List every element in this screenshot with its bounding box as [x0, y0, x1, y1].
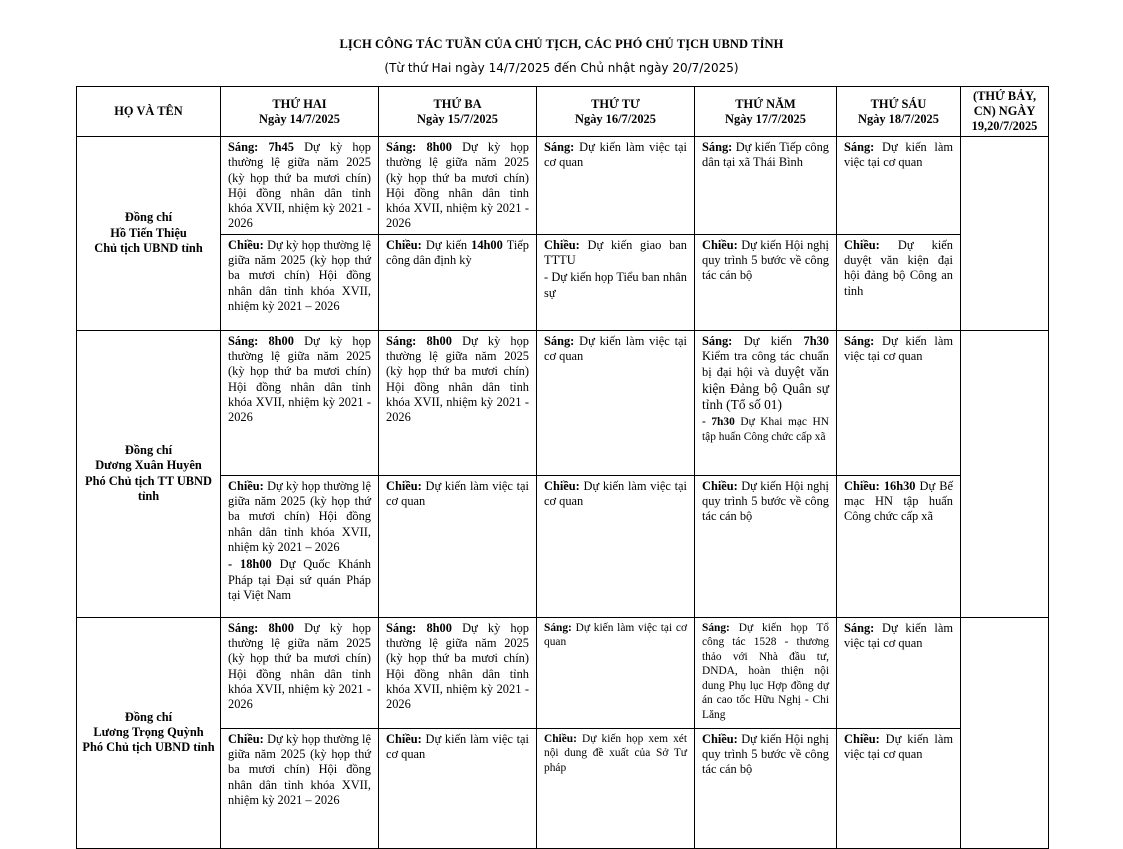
schedule-cell: Sáng: Dự kiến làm việc tại cơ quan [837, 137, 961, 235]
table-row [77, 330, 1049, 475]
schedule-cell: Sáng: 8h00 Dự kỳ họp thường lệ giữa năm 2025 (kỳ họp thứ ba mươi chín) Hội đồng nhân dân tỉnh khóa XVII, nhiệm kỳ 2021 - 2026 [379, 137, 537, 235]
schedule-cell: Sáng: Dự kiến 7h30 Kiểm tra công tác chuẩn bị đại hội và duyệt văn kiện Đảng bộ Quân sự tỉnh (Tổ số 01) - 7h30 Dự Khai mạc HN tập huấn Công chức cấp xã [695, 330, 837, 475]
schedule-cell: Chiều: Dự kiến giao ban TTTU - Dự kiến họp Tiểu ban nhân sự [537, 234, 695, 330]
schedule-cell: Chiều: Dự kỳ họp thường lệ giữa năm 2025 (kỳ họp thứ ba mươi chín) Hội đồng nhân dân tỉnh khóa XVII, nhiệm kỳ 2021 – 2026 [221, 728, 379, 848]
weekend-cell [961, 137, 1049, 331]
schedule-cell: Sáng: Dự kiến làm việc tại cơ quan [837, 330, 961, 475]
schedule-cell: Sáng: Dự kiến làm việc tại cơ quan [837, 617, 961, 728]
page-title: LỊCH CÔNG TÁC TUẦN CỦA CHỦ TỊCH, CÁC PHÓ CHỦ TỊCH UBND TỈNH [339, 37, 784, 51]
schedule-cell: Sáng: 8h00 Dự kỳ họp thường lệ giữa năm 2025 (kỳ họp thứ ba mươi chín) Hội đồng nhân dân tỉnh khóa XVII, nhiệm kỳ 2021 - 2026 [379, 330, 537, 475]
weekend-cell [961, 617, 1049, 848]
schedule-cell: Sáng: 7h45 Dự kỳ họp thường lệ giữa năm 2025 (kỳ họp thứ ba mươi chín) Hội đồng nhân dân tỉnh khóa XVII, nhiệm kỳ 2021 - 2026 [221, 137, 379, 235]
table-row [77, 728, 1049, 848]
schedule-cell: Sáng: Dự kiến làm việc tại cơ quan [537, 617, 695, 728]
schedule-cell: Chiều: Dự kiến Hội nghị quy trình 5 bước về công tác cán bộ [695, 728, 837, 848]
schedule-table-container [76, 86, 1048, 807]
header-row [77, 87, 1049, 137]
schedule-cell: Chiều: Dự kiến họp xem xét nội dung đề xuất của Sở Tư pháp [537, 728, 695, 848]
table-row [77, 617, 1049, 728]
schedule-cell: Chiều: Dự kiến Hội nghị quy trình 5 bước về công tác cán bộ [695, 234, 837, 330]
table-row [77, 234, 1049, 330]
schedule-cell: Chiều: Dự kiến làm việc tại cơ quan [837, 728, 961, 848]
table-row [77, 137, 1049, 235]
weekend-cell [961, 330, 1049, 617]
col-header-wed: THỨ TƯ Ngày 16/7/2025 [537, 87, 695, 137]
col-header-fri: THỨ SÁU Ngày 18/7/2025 [837, 87, 961, 137]
schedule-cell: Sáng: Dự kiến họp Tổ công tác 1528 - thương thảo với Nhà đầu tư, DNDA, hoàn thiện nội dung Phụ lục Hợp đồng dự án cao tốc Hữu Nghị - Chi Lăng [695, 617, 837, 728]
schedule-cell: Sáng: Dự kiến làm việc tại cơ quan [537, 137, 695, 235]
schedule-cell: Chiều: Dự kiến 14h00 Tiếp công dân định kỳ [379, 234, 537, 330]
col-header-name: HỌ VÀ TÊN [77, 87, 221, 137]
schedule-cell: Sáng: 8h00 Dự kỳ họp thường lệ giữa năm 2025 (kỳ họp thứ ba mươi chín) Hội đồng nhân dân tỉnh khóa XVII, nhiệm kỳ 2021 - 2026 [379, 617, 537, 728]
schedule-table [76, 86, 1049, 849]
schedule-cell: Chiều: Dự kỳ họp thường lệ giữa năm 2025 (kỳ họp thứ ba mươi chín) Hội đồng nhân dân tỉnh khóa XVII, nhiệm kỳ 2021 – 2026 [221, 234, 379, 330]
schedule-cell: Sáng: 8h00 Dự kỳ họp thường lệ giữa năm 2025 (kỳ họp thứ ba mươi chín) Hội đồng nhân dân tỉnh khóa XVII, nhiệm kỳ 2021 - 2026 [221, 617, 379, 728]
schedule-cell: Chiều: Dự kỳ họp thường lệ giữa năm 2025 (kỳ họp thứ ba mươi chín) Hội đồng nhân dân tỉnh khóa XVII, nhiệm kỳ 2021 – 2026 - 18h00 Dự Quốc Khánh Pháp tại Đại sứ quán Pháp tại Việt Nam [221, 475, 379, 617]
schedule-cell: Chiều: Dự kiến làm việc tại cơ quan [537, 475, 695, 617]
schedule-cell: Chiều: 16h30 Dự Bế mạc HN tập huấn Công chức cấp xã [837, 475, 961, 617]
schedule-cell: Sáng: Dự kiến Tiếp công dân tại xã Thái Bình [695, 137, 837, 235]
col-header-mon: THỨ HAI Ngày 14/7/2025 [221, 87, 379, 137]
official-name-cell: Đồng chí Hồ Tiến Thiệu Chủ tịch UBND tỉnh [77, 137, 221, 331]
page-subtitle: (Từ thứ Hai ngày 14/7/2025 đến Chủ nhật ngày 20/7/2025) [384, 61, 739, 75]
schedule-cell: Chiều: Dự kiến duyệt văn kiện đại hội đảng bộ Công an tỉnh [837, 234, 961, 330]
table-row [77, 475, 1049, 617]
schedule-cell: Sáng: Dự kiến làm việc tại cơ quan [537, 330, 695, 475]
col-header-tue: THỨ BA Ngày 15/7/2025 [379, 87, 537, 137]
col-header-thu: THỨ NĂM Ngày 17/7/2025 [695, 87, 837, 137]
official-name-cell: Đồng chí Dương Xuân Huyên Phó Chủ tịch TT UBND tỉnh [77, 330, 221, 617]
schedule-cell: Sáng: 8h00 Dự kỳ họp thường lệ giữa năm 2025 (kỳ họp thứ ba mươi chín) Hội đồng nhân dân tỉnh khóa XVII, nhiệm kỳ 2021 - 2026 [221, 330, 379, 475]
official-name-cell: Đồng chí Lương Trọng Quỳnh Phó Chủ tịch UBND tỉnh [77, 617, 221, 848]
schedule-cell: Chiều: Dự kiến làm việc tại cơ quan [379, 728, 537, 848]
col-header-weekend: (THỨ BẢY, CN) NGÀY 19,20/7/2025 [961, 87, 1049, 137]
schedule-cell: Chiều: Dự kiến làm việc tại cơ quan [379, 475, 537, 617]
schedule-cell: Chiều: Dự kiến Hội nghị quy trình 5 bước về công tác cán bộ [695, 475, 837, 617]
